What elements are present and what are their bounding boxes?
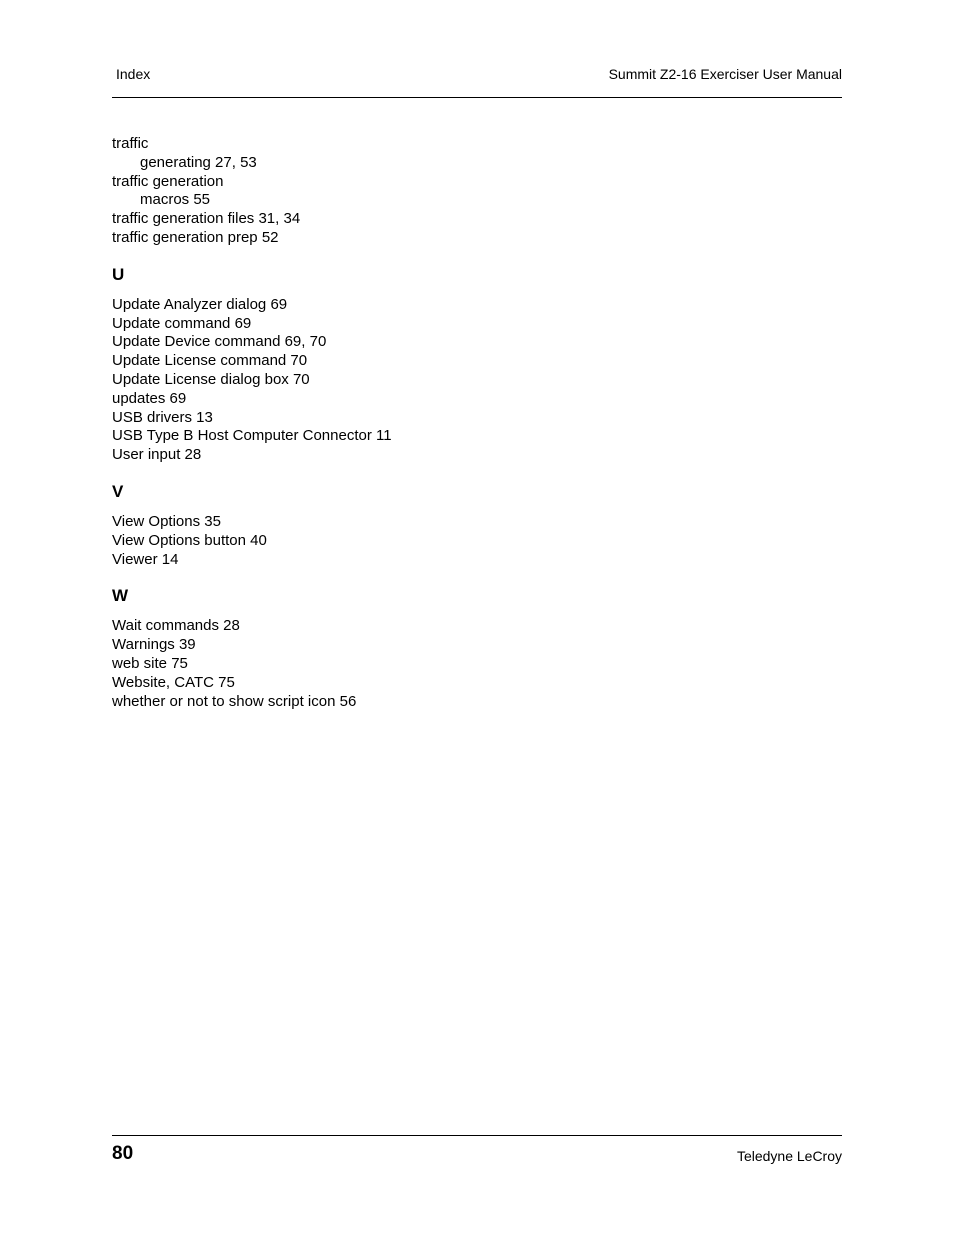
index-section-letter: U — [112, 264, 125, 284]
index-entry: USB drivers 13 — [112, 408, 213, 426]
page-number: 80 — [112, 1143, 134, 1164]
index-group — [112, 482, 712, 569]
index-entry: whether or not to show script icon 56 — [112, 692, 357, 710]
index-entry: Update Device command 69, 70 — [112, 333, 327, 351]
index-group — [112, 265, 712, 465]
index-list — [112, 135, 712, 711]
index-entry: traffic generation prep 52 — [112, 228, 279, 246]
index-group — [112, 586, 712, 711]
index-group — [112, 135, 712, 248]
footer-divider — [112, 1135, 842, 1136]
index-entry: web site 75 — [112, 654, 188, 672]
index-entry: User input 28 — [112, 446, 202, 464]
index-entry: updates 69 — [112, 389, 187, 407]
index-entry: Update License dialog box 70 — [112, 370, 310, 388]
index-entry: USB Type B Host Computer Connector 11 — [112, 427, 392, 445]
index-section-letter: V — [112, 481, 124, 501]
header-section-title: Index — [116, 66, 151, 82]
index-entry: Viewer 14 — [112, 550, 179, 568]
index-entry: View Options button 40 — [112, 531, 267, 549]
index-entry: Update command 69 — [112, 314, 252, 332]
index-entry: traffic — [112, 135, 149, 152]
header-divider — [112, 97, 842, 98]
index-entry: Website, CATC 75 — [112, 673, 235, 691]
index-entry: Warnings 39 — [112, 636, 196, 654]
index-entry: Update Analyzer dialog 69 — [112, 295, 288, 313]
index-subentry: generating 27, 53 — [140, 153, 257, 171]
index-entry: Wait commands 28 — [112, 617, 240, 635]
footer-company: Teledyne LeCroy — [736, 1148, 842, 1164]
index-entry: Update License command 70 — [112, 352, 308, 370]
index-entry: View Options 35 — [112, 512, 221, 530]
index-subentry: macros 55 — [140, 191, 211, 209]
index-section-letter: W — [112, 586, 129, 606]
index-entry: traffic generation — [112, 172, 224, 190]
index-entry: traffic generation files 31, 34 — [112, 210, 301, 228]
header-manual-title: Summit Z2-16 Exerciser User Manual — [608, 66, 842, 82]
